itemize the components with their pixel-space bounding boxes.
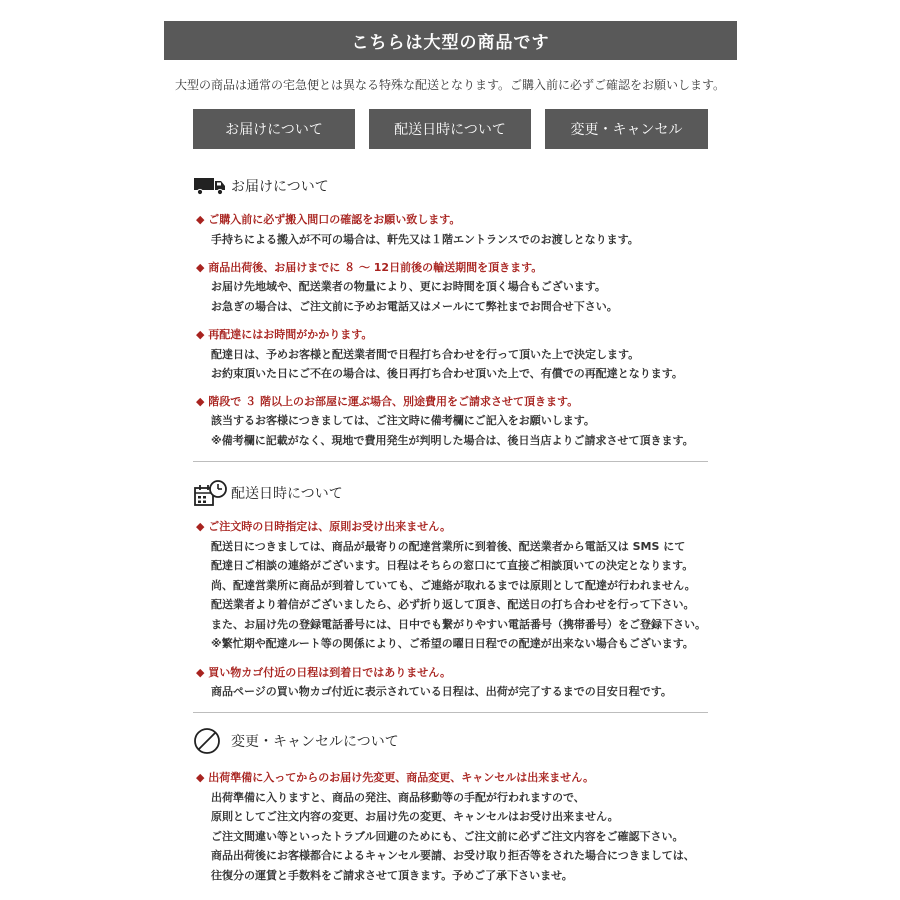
cancel-item-1-line-4: 商品出荷後にお客様都合によるキャンセル要請、お受け取り拒否等をされた場合につきましては、 (211, 849, 695, 862)
delivery-item-4-line-2: ※備考欄に記載がなく、現地で費用発生が判明した場合は、後日当店よりご請求させて頂きます。 (211, 434, 694, 447)
delivery-item-1-title: ◆ ご購入前に必ず搬入間口の確認をお願い致します。 (196, 213, 461, 226)
tab-delivery-date[interactable]: 配送日時について (369, 109, 531, 149)
page-banner: こちらは大型の商品です (164, 21, 737, 60)
tab-delivery[interactable]: お届けについて (193, 109, 355, 149)
date-item-1-line-6: ※繁忙期や配達ルート等の関係により、ご希望の曜日日程での配達が出来ない場合もございます。 (211, 637, 694, 650)
cancel-item-1-line-3: ご注文間違い等といったトラブル回避のためにも、ご注文前に必ずご注文内容をご確認下さい。 (211, 830, 684, 843)
delivery-item-3-line-1: 配達日は、予めお客様と配送業者間で日程打ち合わせを行って頂いた上で決定します。 (211, 348, 640, 361)
cancel-item-1-line-1: 出荷準備に入りますと、商品の発注、商品移動等の手配が行われますので、 (211, 791, 585, 804)
cancel-item-1-line-5: 往復分の運賃と手数料をご請求させて頂きます。予めご了承下さいませ。 (211, 869, 573, 882)
tab-change-cancel[interactable]: 変更・キャンセル (545, 109, 708, 149)
delivery-item-2-line-1: お届け先地域や、配送業者の物量により、更にお時間を頂く場合もございます。 (211, 280, 606, 293)
section-divider (193, 461, 708, 462)
section-date-title: 配送日時について (231, 486, 343, 502)
tab-bar (0, 109, 900, 149)
section-divider (193, 712, 708, 713)
section-date-header (193, 480, 343, 506)
date-item-1-line-5: また、お届け先の登録電話番号には、日中でも繋がりやすい電話番号（携帯番号）をご登録下さい。 (211, 618, 706, 631)
calendar-clock-icon (193, 480, 229, 506)
date-item-1-line-4: 配送業者より着信がございましたら、必ず折り返して頂き、配送日の打ち合わせを行って下さい。 (211, 598, 695, 611)
date-item-1-title: ◆ ご注文時の日時指定は、原則お受け出来ません。 (196, 520, 451, 533)
date-item-2-line-1: 商品ページの買い物カゴ付近に表示されている日程は、出荷が完了するまでの目安日程です。 (211, 685, 672, 698)
date-item-1-line-3: 尚、配達営業所に商品が到着していても、ご連絡が取れるまでは原則として配達が行われません。 (211, 579, 696, 592)
cancel-item-1-line-2: 原則としてご注文内容の変更、お届け先の変更、キャンセルはお受け出来ません。 (211, 810, 619, 823)
truck-icon (193, 173, 229, 199)
delivery-item-2-title: ◆ 商品出荷後、お届けまでに ８ 〜 12日前後の輸送期間を頂きます。 (196, 261, 543, 274)
date-item-2-title: ◆ 買い物カゴ付近の日程は到着日ではありません。 (196, 666, 451, 679)
delivery-item-1-line-1: 手持ちによる搬入が不可の場合は、軒先又は１階エントランスでのお渡しとなります。 (211, 233, 639, 246)
section-cancel-header (193, 728, 399, 754)
cancel-item-1-title: ◆ 出荷準備に入ってからのお届け先変更、商品変更、キャンセルは出来ません。 (196, 771, 594, 784)
section-delivery-title: お届けについて (231, 179, 329, 195)
section-delivery-header (193, 173, 329, 199)
delivery-item-2-line-2: お急ぎの場合は、ご注文前に予めお電話又はメールにて弊社までお問合せ下さい。 (211, 300, 618, 313)
delivery-item-4-line-1: 該当するお客様につきましては、ご注文時に備考欄にご記入をお願いします。 (211, 414, 595, 427)
section-cancel-title: 変更・キャンセルについて (231, 734, 399, 750)
date-item-1-line-1: 配送日につきましては、商品が最寄りの配達営業所に到着後、配送業者から電話又は SMS にて (211, 540, 686, 553)
delivery-item-3-line-2: お約束頂いた日にご不在の場合は、後日再打ち合わせ頂いた上で、有償での再配達となります。 (211, 367, 683, 380)
intro-text: 大型の商品は通常の宅急便とは異なる特殊な配送となります。ご購入前に必ずご確認をお願いします。 (174, 78, 726, 92)
date-item-1-line-2: 配達日ご相談の連絡がございます。日程はそちらの窓口にて直接ご相談頂いての決定となります。 (211, 559, 694, 572)
delivery-item-4-title: ◆ 階段で ３ 階以上のお部屋に運ぶ場合、別途費用をご請求させて頂きます。 (196, 395, 579, 408)
prohibited-icon (193, 728, 229, 754)
delivery-item-3-title: ◆ 再配達にはお時間がかかります。 (196, 328, 373, 341)
